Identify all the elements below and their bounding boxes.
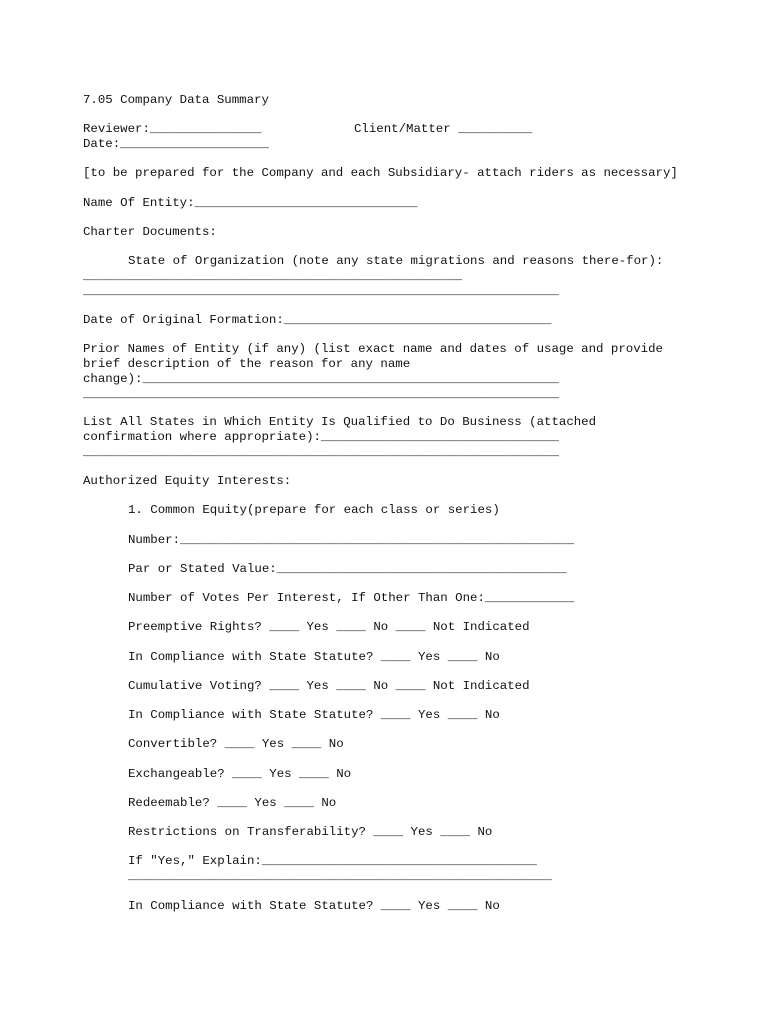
preemptive-rights-question[interactable]: Preemptive Rights? ____ Yes ____ No ____ Not Indicated bbox=[128, 620, 530, 634]
qualified-states-line-2[interactable]: ________________________________________________________________ bbox=[83, 445, 559, 459]
prior-names-label-2: brief description of the reason for any name bbox=[83, 357, 411, 371]
if-yes-explain-field[interactable]: If "Yes," Explain:_____________________________________ bbox=[128, 854, 537, 868]
date-field[interactable]: Date:____________________ bbox=[83, 137, 269, 151]
prior-names-field[interactable]: change):________________________________________________________ bbox=[83, 372, 559, 386]
number-field[interactable]: Number:_____________________________________________________ bbox=[128, 533, 575, 547]
state-of-organization-label: State of Organization (note any state migrations and reasons there-for): bbox=[128, 254, 664, 268]
qualified-states-label: List All States in Which Entity Is Qualified to Do Business (attached bbox=[83, 415, 597, 429]
prior-names-line-2[interactable]: ________________________________________________________________ bbox=[83, 387, 559, 401]
reviewer-field[interactable]: Reviewer:_______________ bbox=[83, 122, 262, 136]
par-value-field[interactable]: Par or Stated Value:_______________________________________ bbox=[128, 562, 567, 576]
instruction-text: [to be prepared for the Company and each Subsidiary- attach riders as necessary] bbox=[83, 166, 678, 180]
if-yes-explain-line-2[interactable]: _________________________________________________________ bbox=[128, 869, 552, 883]
compliance-question-3[interactable]: In Compliance with State Statute? ____ Yes ____ No bbox=[128, 899, 500, 913]
state-of-organization-line-2[interactable]: ________________________________________________________________ bbox=[83, 284, 559, 298]
page-title: 7.05 Company Data Summary bbox=[83, 93, 269, 107]
client-matter-field[interactable]: Client/Matter __________ bbox=[354, 122, 533, 136]
redeemable-question[interactable]: Redeemable? ____ Yes ____ No bbox=[128, 796, 337, 810]
charter-documents-heading: Charter Documents: bbox=[83, 225, 217, 239]
authorized-equity-heading: Authorized Equity Interests: bbox=[83, 474, 292, 488]
cumulative-voting-question[interactable]: Cumulative Voting? ____ Yes ____ No ____ Not Indicated bbox=[128, 679, 530, 693]
common-equity-heading: 1. Common Equity(prepare for each class or series) bbox=[128, 503, 500, 517]
compliance-question-2[interactable]: In Compliance with State Statute? ____ Yes ____ No bbox=[128, 708, 500, 722]
name-of-entity-field[interactable]: Name Of Entity:______________________________ bbox=[83, 196, 418, 210]
votes-per-interest-field[interactable]: Number of Votes Per Interest, If Other Than One:____________ bbox=[128, 591, 575, 605]
convertible-question[interactable]: Convertible? ____ Yes ____ No bbox=[128, 737, 344, 751]
restrictions-question[interactable]: Restrictions on Transferability? ____ Yes ____ No bbox=[128, 825, 493, 839]
compliance-question-1[interactable]: In Compliance with State Statute? ____ Yes ____ No bbox=[128, 650, 500, 664]
exchangeable-question[interactable]: Exchangeable? ____ Yes ____ No bbox=[128, 767, 352, 781]
date-original-formation-field[interactable]: Date of Original Formation:____________________________________ bbox=[83, 313, 552, 327]
prior-names-label-1: Prior Names of Entity (if any) (list exact name and dates of usage and provide bbox=[83, 342, 663, 356]
qualified-states-field[interactable]: confirmation where appropriate):________________________________ bbox=[83, 430, 559, 444]
state-of-organization-line-1[interactable]: ___________________________________________________ bbox=[83, 269, 463, 283]
